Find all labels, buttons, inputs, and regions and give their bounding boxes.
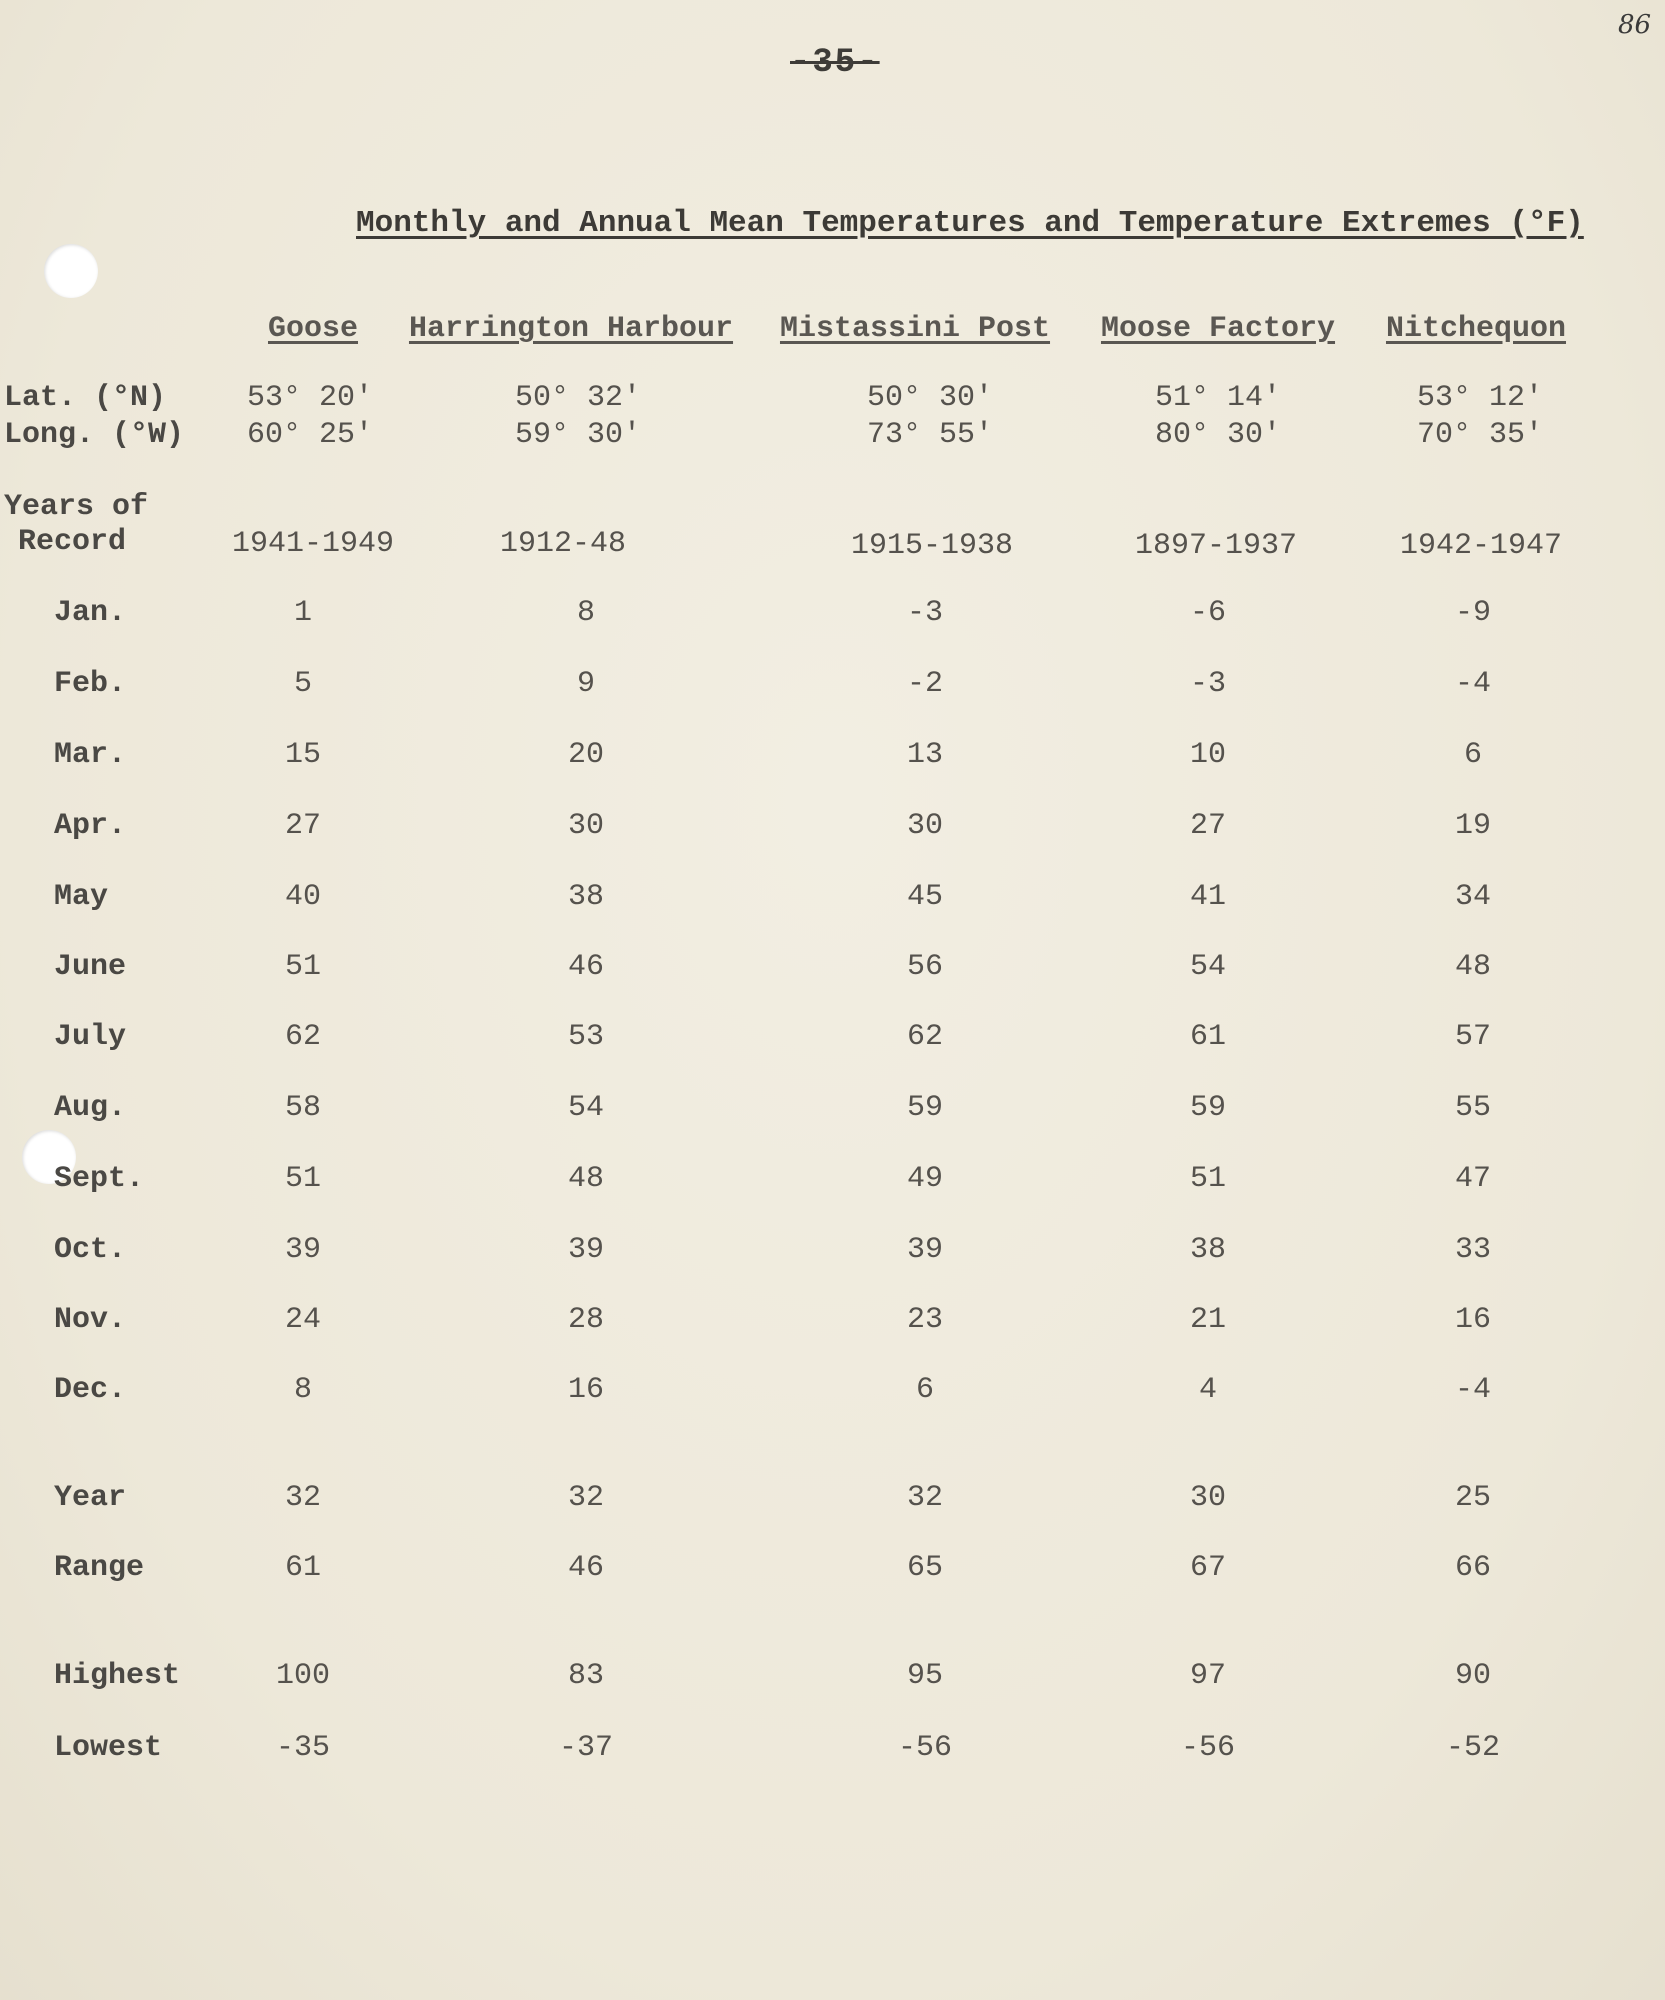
table-cell: 20 bbox=[567, 738, 605, 772]
table-cell: -6 bbox=[1189, 596, 1227, 630]
table-cell: 48 bbox=[567, 1162, 605, 1196]
table-title: Monthly and Annual Mean Temperatures and Temperature Extremes (°F) bbox=[356, 206, 1584, 241]
lat-value: 50° 30' bbox=[866, 381, 994, 415]
lat-value: 50° 32' bbox=[514, 381, 642, 415]
table-cell: 30 bbox=[1189, 1481, 1227, 1515]
punch-hole bbox=[44, 244, 98, 298]
lat-value: 51° 14' bbox=[1154, 381, 1282, 415]
table-cell: 32 bbox=[906, 1481, 944, 1515]
table-cell: 59 bbox=[906, 1091, 944, 1125]
table-cell: 9 bbox=[576, 667, 596, 701]
table-cell: 62 bbox=[906, 1020, 944, 1054]
table-cell: -3 bbox=[1189, 667, 1227, 701]
table-cell: 48 bbox=[1454, 950, 1492, 984]
row-label: Mar. bbox=[54, 738, 127, 772]
table-cell: 16 bbox=[1454, 1303, 1492, 1337]
long-value: 70° 35' bbox=[1416, 418, 1544, 452]
table-cell: 23 bbox=[906, 1303, 944, 1337]
table-cell: 16 bbox=[567, 1373, 605, 1407]
table-cell: -35 bbox=[275, 1731, 331, 1765]
table-cell: 28 bbox=[567, 1303, 605, 1337]
row-label: June bbox=[54, 950, 127, 984]
table-cell: 27 bbox=[284, 809, 322, 843]
years-value: 1912-48 bbox=[499, 527, 627, 561]
station-header-mistassini: Mistassini Post bbox=[779, 312, 1051, 346]
long-value: 59° 30' bbox=[514, 418, 642, 452]
table-cell: -2 bbox=[906, 667, 944, 701]
table-cell: 1 bbox=[293, 596, 313, 630]
lat-label: Lat. (°N) bbox=[4, 381, 167, 415]
row-label: Highest bbox=[54, 1659, 181, 1693]
table-cell: 51 bbox=[1189, 1162, 1227, 1196]
table-cell: 54 bbox=[1189, 950, 1227, 984]
table-cell: -4 bbox=[1454, 667, 1492, 701]
page-number: -35- bbox=[790, 44, 880, 82]
long-label: Long. (°W) bbox=[4, 418, 185, 452]
station-header-harrington: Harrington Harbour bbox=[408, 312, 734, 346]
table-cell: 30 bbox=[906, 809, 944, 843]
table-cell: 49 bbox=[906, 1162, 944, 1196]
row-label: Oct. bbox=[54, 1233, 127, 1267]
lat-value: 53° 12' bbox=[1416, 381, 1544, 415]
table-cell: -4 bbox=[1454, 1373, 1492, 1407]
table-cell: 4 bbox=[1198, 1373, 1218, 1407]
handwritten-page-number: 86 bbox=[1618, 10, 1652, 40]
lat-value: 53° 20' bbox=[246, 381, 374, 415]
table-cell: 61 bbox=[1189, 1020, 1227, 1054]
table-cell: 15 bbox=[284, 738, 322, 772]
table-cell: 21 bbox=[1189, 1303, 1227, 1337]
table-cell: -3 bbox=[906, 596, 944, 630]
years-value: 1915-1938 bbox=[850, 529, 1014, 563]
table-cell: 90 bbox=[1454, 1659, 1492, 1693]
table-cell: 30 bbox=[567, 809, 605, 843]
long-value: 60° 25' bbox=[246, 418, 374, 452]
table-cell: 10 bbox=[1189, 738, 1227, 772]
table-cell: 47 bbox=[1454, 1162, 1492, 1196]
table-cell: 54 bbox=[567, 1091, 605, 1125]
table-cell: -9 bbox=[1454, 596, 1492, 630]
row-label: Range bbox=[54, 1551, 145, 1585]
table-cell: 38 bbox=[567, 880, 605, 914]
station-header-nitchequon: Nitchequon bbox=[1385, 312, 1567, 346]
table-cell: 66 bbox=[1454, 1551, 1492, 1585]
table-cell: 25 bbox=[1454, 1481, 1492, 1515]
years-label-line2: Record bbox=[18, 525, 127, 559]
table-cell: 32 bbox=[567, 1481, 605, 1515]
table-cell: 53 bbox=[567, 1020, 605, 1054]
table-cell: -56 bbox=[1180, 1731, 1236, 1765]
table-cell: 100 bbox=[275, 1659, 331, 1693]
table-cell: 5 bbox=[293, 667, 313, 701]
table-cell: 27 bbox=[1189, 809, 1227, 843]
table-cell: 83 bbox=[567, 1659, 605, 1693]
table-cell: 97 bbox=[1189, 1659, 1227, 1693]
years-value: 1942-1947 bbox=[1399, 529, 1563, 563]
row-label: Year bbox=[54, 1481, 127, 1515]
table-cell: 95 bbox=[906, 1659, 944, 1693]
row-label: Nov. bbox=[54, 1303, 127, 1337]
years-value: 1897-1937 bbox=[1134, 529, 1298, 563]
table-cell: 41 bbox=[1189, 880, 1227, 914]
table-cell: 55 bbox=[1454, 1091, 1492, 1125]
table-cell: 59 bbox=[1189, 1091, 1227, 1125]
row-label: July bbox=[54, 1020, 127, 1054]
years-value: 1941-1949 bbox=[231, 527, 395, 561]
table-cell: 39 bbox=[284, 1233, 322, 1267]
table-cell: 39 bbox=[906, 1233, 944, 1267]
long-value: 80° 30' bbox=[1154, 418, 1282, 452]
table-cell: 6 bbox=[1463, 738, 1483, 772]
table-cell: 40 bbox=[284, 880, 322, 914]
table-cell: 46 bbox=[567, 1551, 605, 1585]
table-cell: 57 bbox=[1454, 1020, 1492, 1054]
table-cell: 45 bbox=[906, 880, 944, 914]
table-cell: 51 bbox=[284, 950, 322, 984]
station-header-goose: Goose bbox=[267, 312, 359, 346]
row-label: Aug. bbox=[54, 1091, 127, 1125]
station-header-moose: Moose Factory bbox=[1100, 312, 1336, 346]
table-cell: 62 bbox=[284, 1020, 322, 1054]
row-label: Lowest bbox=[54, 1731, 163, 1765]
table-cell: 56 bbox=[906, 950, 944, 984]
table-cell: 6 bbox=[915, 1373, 935, 1407]
table-cell: 33 bbox=[1454, 1233, 1492, 1267]
row-label: Jan. bbox=[54, 596, 127, 630]
table-cell: 19 bbox=[1454, 809, 1492, 843]
row-label: Apr. bbox=[54, 809, 127, 843]
long-value: 73° 55' bbox=[866, 418, 994, 452]
table-cell: 46 bbox=[567, 950, 605, 984]
table-cell: 58 bbox=[284, 1091, 322, 1125]
row-label: Sept. bbox=[54, 1162, 145, 1196]
table-cell: 61 bbox=[284, 1551, 322, 1585]
table-cell: 65 bbox=[906, 1551, 944, 1585]
table-cell: 24 bbox=[284, 1303, 322, 1337]
table-cell: -37 bbox=[558, 1731, 614, 1765]
row-label: Feb. bbox=[54, 667, 127, 701]
table-cell: 8 bbox=[293, 1373, 313, 1407]
table-cell: 38 bbox=[1189, 1233, 1227, 1267]
years-label-line1: Years of bbox=[4, 490, 149, 524]
row-label: May bbox=[54, 880, 109, 914]
row-label: Dec. bbox=[54, 1373, 127, 1407]
table-cell: 67 bbox=[1189, 1551, 1227, 1585]
table-cell: 32 bbox=[284, 1481, 322, 1515]
table-cell: -52 bbox=[1445, 1731, 1501, 1765]
table-cell: 34 bbox=[1454, 880, 1492, 914]
table-cell: -56 bbox=[897, 1731, 953, 1765]
table-cell: 39 bbox=[567, 1233, 605, 1267]
table-cell: 51 bbox=[284, 1162, 322, 1196]
table-cell: 13 bbox=[906, 738, 944, 772]
table-cell: 8 bbox=[576, 596, 596, 630]
